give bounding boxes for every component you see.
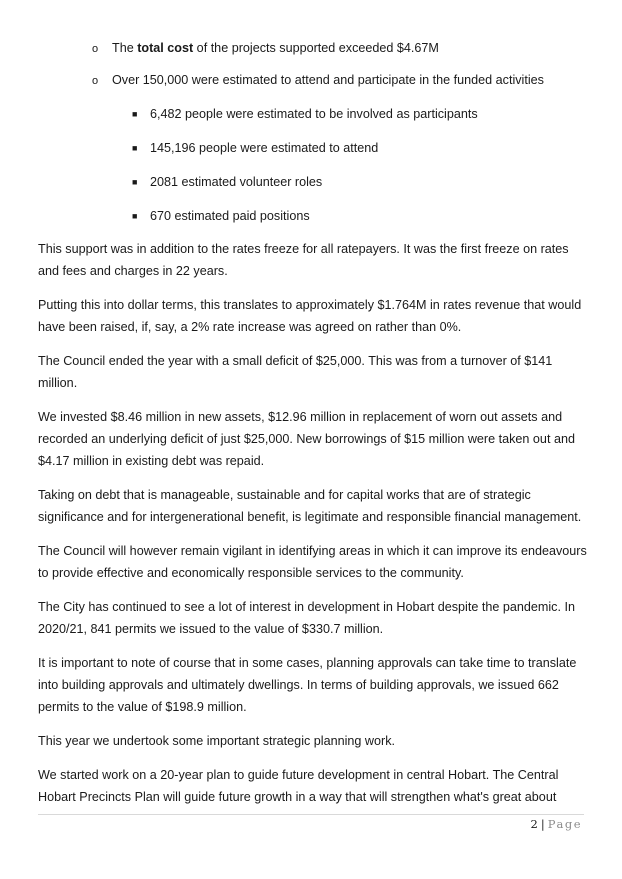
list-item — [132, 208, 310, 224]
paragraph-line: permits to the value of $198.9 million. — [38, 700, 247, 714]
page-label: Page — [547, 817, 582, 831]
paragraph-line: The Council will however remain vigilant in identifying areas in which it can improve its endeavours — [38, 544, 587, 558]
square-bullet-icon: ■ — [132, 211, 138, 221]
bullet-text-post: of the projects supported exceeded $4.67M — [193, 41, 439, 55]
list-item — [132, 106, 478, 122]
bullet-text: 145,196 people were estimated to attend — [150, 141, 379, 155]
paragraph — [38, 406, 575, 472]
footer-divider — [38, 814, 584, 815]
page-number: 2 — [530, 817, 538, 831]
list-item — [132, 140, 378, 156]
paragraph — [38, 652, 576, 718]
bullet-text: 670 estimated paid positions — [150, 209, 310, 223]
paragraph-line: into building approvals and ultimately dwellings. In terms of building approvals, we issued 662 — [38, 678, 559, 692]
footer-separator: | — [540, 817, 545, 831]
list-item — [92, 40, 439, 57]
paragraph-line: We started work on a 20-year plan to guide future development in central Hobart. The Central — [38, 768, 559, 782]
paragraph — [38, 540, 587, 584]
paragraph — [38, 764, 558, 808]
paragraph-line: significance and for intergenerational benefit, is legitimate and responsible financial management. — [38, 510, 582, 524]
hollow-bullet-icon: o — [92, 75, 99, 87]
list-item — [132, 174, 322, 190]
bullet-text: 2081 estimated volunteer roles — [150, 175, 323, 189]
paragraph-line: 2020/21, 841 permits we issued to the value of $330.7 million. — [38, 622, 384, 636]
paragraph-line: The City has continued to see a lot of interest in development in Hobart despite the pandemic. In — [38, 600, 575, 614]
paragraph-line: have been raised, if, say, a 2% rate increase was agreed on rather than 0%. — [38, 320, 462, 334]
paragraph-line: to provide effective and economically responsible services to the community. — [38, 566, 464, 580]
bullet-text-pre: The — [112, 41, 138, 55]
paragraph — [38, 350, 552, 394]
paragraph-line: We invested $8.46 million in new assets, $12.96 million in replacement of worn out assets and — [38, 410, 563, 424]
paragraph-line: This support was in addition to the rates freeze for all ratepayers. It was the first freeze on rates — [38, 242, 569, 256]
hollow-bullet-icon: o — [92, 43, 99, 55]
list-item — [92, 72, 544, 89]
bullet-text: 6,482 people were estimated to be involved as participants — [150, 107, 478, 121]
paragraph-line: Putting this into dollar terms, this translates to approximately $1.764M in rates revenue that would — [38, 298, 582, 312]
paragraph — [38, 294, 581, 338]
paragraph-line: $4.17 million in existing debt was repaid. — [38, 454, 265, 468]
paragraph-line: Hobart Precincts Plan will guide future growth in a way that will strengthen what's great about — [38, 790, 557, 804]
bullet-text: Over 150,000 were estimated to attend and participate in the funded activities — [112, 73, 544, 87]
paragraph-line: This year we undertook some important strategic planning work. — [38, 734, 395, 748]
paragraph — [38, 238, 569, 282]
bullet-text-bold: total cost — [137, 41, 194, 55]
square-bullet-icon: ■ — [132, 143, 138, 153]
square-bullet-icon: ■ — [132, 177, 138, 187]
square-bullet-icon: ■ — [132, 109, 138, 119]
paragraph-line: and fees and charges in 22 years. — [38, 264, 228, 278]
paragraph — [38, 484, 581, 528]
paragraph-line: Taking on debt that is manageable, sustainable and for capital works that are of strategic — [38, 488, 531, 502]
paragraph — [38, 730, 395, 752]
paragraph-line: The Council ended the year with a small deficit of $25,000. This was from a turnover of $141 — [38, 354, 553, 368]
paragraph-line: million. — [38, 376, 78, 390]
paragraph — [38, 596, 575, 640]
page-footer — [531, 817, 582, 831]
paragraph-line: It is important to note of course that in some cases, planning approvals can take time to translate — [38, 656, 577, 670]
paragraph-line: recorded an underlying deficit of just $25,000. New borrowings of $15 million were taken out and — [38, 432, 575, 446]
